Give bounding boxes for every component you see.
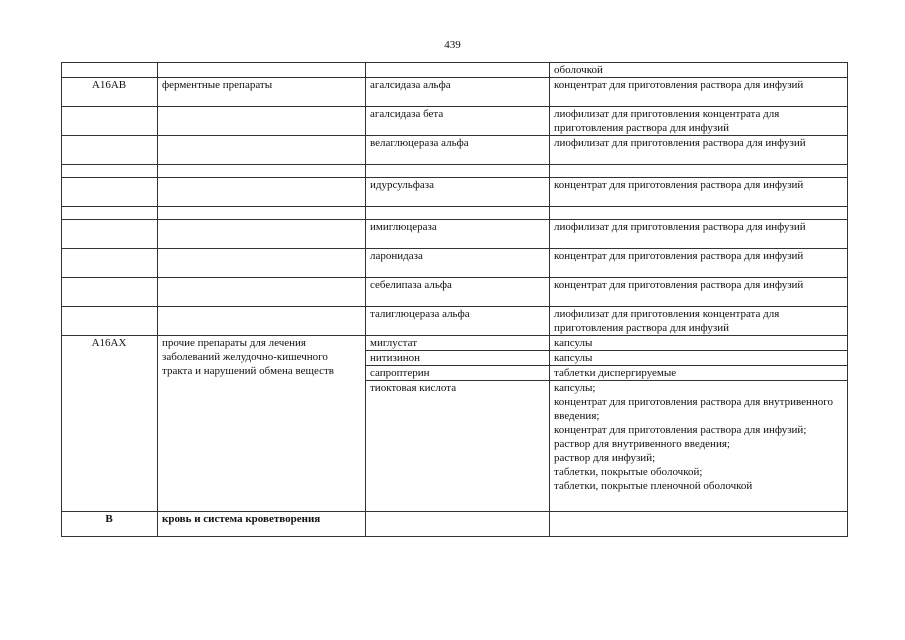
dosage-form-cell: лиофилизат для приготовления концентрата для приготовления раствора для инфузий bbox=[550, 107, 848, 136]
dosage-form-cell: оболочкой bbox=[550, 63, 848, 78]
dosage-form-cell: лиофилизат для приготовления раствора для инфузий bbox=[550, 136, 848, 165]
dosage-form-line: концентрат для приготовления раствора для внутривенного введения; bbox=[554, 396, 834, 422]
drug-name-cell bbox=[366, 207, 550, 220]
dosage-form-line: раствор для инфузий; bbox=[554, 452, 656, 464]
drug-name-cell: талиглюцераза альфа bbox=[366, 307, 550, 336]
drug-name-cell: тиоктовая кислота bbox=[366, 381, 550, 512]
atc-code-cell bbox=[62, 107, 158, 136]
drug-name-cell: себелипаза альфа bbox=[366, 278, 550, 307]
drug-name-cell: агалсидаза бета bbox=[366, 107, 550, 136]
group-cell bbox=[158, 165, 366, 178]
dosage-form-line: концентрат для приготовления раствора для инфузий; bbox=[554, 424, 807, 436]
drug-name-cell: имиглюцераза bbox=[366, 220, 550, 249]
drug-name-cell: миглустат bbox=[366, 336, 550, 351]
group-cell bbox=[158, 107, 366, 136]
dosage-form-line: капсулы; bbox=[554, 382, 596, 394]
dosage-form-cell: лиофилизат для приготовления раствора для инфузий bbox=[550, 220, 848, 249]
dosage-form-cell: лиофилизат для приготовления концентрата для приготовления раствора для инфузий bbox=[550, 307, 848, 336]
dosage-form-line: таблетки, покрытые оболочкой; bbox=[554, 466, 703, 478]
page-number: 439 bbox=[444, 39, 461, 51]
drug-name-cell bbox=[366, 512, 550, 537]
table-row bbox=[62, 336, 848, 351]
group-cell bbox=[158, 278, 366, 307]
dosage-form-cell bbox=[550, 512, 848, 537]
drug-name-cell: агалсидаза альфа bbox=[366, 78, 550, 107]
drug-name-cell: нитизинон bbox=[366, 351, 550, 366]
dosage-form-cell: концентрат для приготовления раствора для инфузий bbox=[550, 278, 848, 307]
drug-name-cell bbox=[366, 165, 550, 178]
dosage-form-line: таблетки, покрытые пленочной оболочкой bbox=[554, 480, 753, 492]
atc-code-cell bbox=[62, 249, 158, 278]
drug-name-cell: велаглюцераза альфа bbox=[366, 136, 550, 165]
atc-code-cell: A16AB bbox=[62, 78, 158, 107]
group-cell: кровь и система кроветворения bbox=[158, 512, 366, 537]
atc-code-cell: A16AX bbox=[62, 336, 158, 512]
atc-code-cell bbox=[62, 278, 158, 307]
dosage-form-cell bbox=[550, 207, 848, 220]
dosage-form-cell: концентрат для приготовления раствора для инфузий bbox=[550, 178, 848, 207]
table-row bbox=[62, 178, 848, 207]
table-row bbox=[62, 512, 848, 537]
dosage-form-cell bbox=[550, 165, 848, 178]
atc-code-cell bbox=[62, 136, 158, 165]
group-cell bbox=[158, 63, 366, 78]
dosage-form-cell: концентрат для приготовления раствора для инфузий bbox=[550, 249, 848, 278]
atc-code-cell bbox=[62, 165, 158, 178]
dosage-form-cell: таблетки диспергируемые bbox=[550, 366, 848, 381]
table-row bbox=[62, 78, 848, 107]
drug-name-cell: ларонидаза bbox=[366, 249, 550, 278]
dosage-form-line: раствор для внутривенного введения; bbox=[554, 438, 730, 450]
dosage-form-cell bbox=[550, 381, 848, 512]
group-cell bbox=[158, 220, 366, 249]
drug-table bbox=[61, 62, 848, 537]
atc-code-cell bbox=[62, 307, 158, 336]
group-cell bbox=[158, 136, 366, 165]
drug-name-cell bbox=[366, 63, 550, 78]
dosage-form-cell: капсулы bbox=[550, 336, 848, 351]
atc-code-cell bbox=[62, 220, 158, 249]
drug-name-cell: сапроптерин bbox=[366, 366, 550, 381]
dosage-form-cell: капсулы bbox=[550, 351, 848, 366]
atc-code-cell bbox=[62, 63, 158, 78]
group-cell bbox=[158, 249, 366, 278]
table-row bbox=[62, 107, 848, 136]
group-cell: прочие препараты для лечения заболеваний желудочно-кишечного тракта и нарушений обмена веществ bbox=[158, 336, 366, 512]
dosage-form-cell: концентрат для приготовления раствора для инфузий bbox=[550, 78, 848, 107]
table-row bbox=[62, 63, 848, 78]
drug-name-cell: идурсульфаза bbox=[366, 178, 550, 207]
table-row bbox=[62, 207, 848, 220]
atc-code-cell bbox=[62, 207, 158, 220]
atc-code-cell bbox=[62, 178, 158, 207]
table-row bbox=[62, 307, 848, 336]
table-row bbox=[62, 220, 848, 249]
table-row bbox=[62, 278, 848, 307]
atc-code-cell: B bbox=[62, 512, 158, 537]
group-cell bbox=[158, 307, 366, 336]
group-cell bbox=[158, 178, 366, 207]
group-cell: ферментные препараты bbox=[158, 78, 366, 107]
table-row bbox=[62, 249, 848, 278]
group-cell bbox=[158, 207, 366, 220]
table-row bbox=[62, 165, 848, 178]
table-row bbox=[62, 136, 848, 165]
